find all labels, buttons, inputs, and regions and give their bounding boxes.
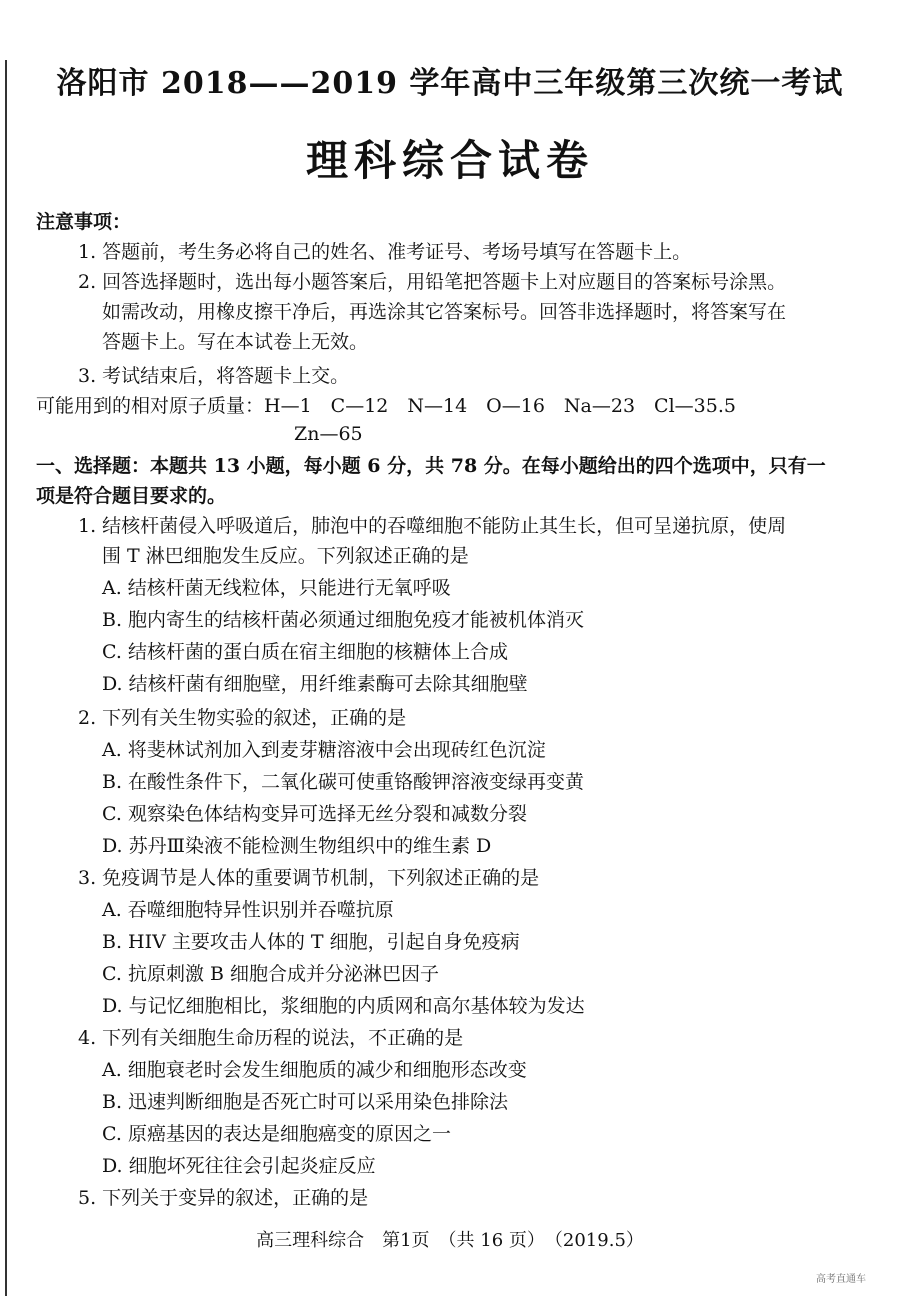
notice-item-2-line-2: 如需改动，用橡皮擦干净后，再选涂其它答案标号。回答非选择题时，将答案写在 <box>102 301 787 323</box>
question-1-option-d: D. 结核杆菌有细胞壁，用纤维素酶可去除其细胞壁 <box>102 673 528 695</box>
corner-watermark-text: 高考直通车 <box>816 1274 866 1285</box>
question-1-option-c: C. 结核杆菌的蛋白质在宿主细胞的核糖体上合成 <box>102 641 508 663</box>
question-2-option-a: A. 将斐林试剂加入到麦芽糖溶液中会出现砖红色沉淀 <box>102 739 546 761</box>
question-2-option-c: C. 观察染色体结构变异可选择无丝分裂和减数分裂 <box>102 803 527 825</box>
question-1-option-a: A. 结核杆菌无线粒体，只能进行无氧呼吸 <box>102 577 451 599</box>
question-3-option-a: A. 吞噬细胞特异性识别并吞噬抗原 <box>102 899 394 921</box>
question-3-option-c: C. 抗原刺激 B 细胞合成并分泌淋巴因子 <box>102 963 439 985</box>
question-4-option-b: B. 迅速判断细胞是否死亡时可以采用染色排除法 <box>102 1091 509 1113</box>
question-3-stem-line-1: 3. 免疫调节是人体的重要调节机制，下列叙述正确的是 <box>78 867 540 889</box>
question-4-option-a: A. 细胞衰老时会发生细胞质的减少和细胞形态改变 <box>102 1059 527 1081</box>
question-1-stem-line-1: 1. 结核杆菌侵入呼吸道后，肺泡中的吞噬细胞不能防止其生长，但可呈递抗原，使周 <box>78 515 787 537</box>
question-5-stem-line-1: 5. 下列关于变异的叙述，正确的是 <box>78 1187 369 1209</box>
notice-heading: 注意事项： <box>36 211 132 233</box>
notice-item-3: 3. 考试结束后，将答题卡上交。 <box>78 365 350 387</box>
question-2-option-b: B. 在酸性条件下，二氧化碳可使重铬酸钾溶液变绿再变黄 <box>102 771 585 793</box>
question-4-option-c: C. 原癌基因的表达是细胞癌变的原因之一 <box>102 1123 451 1145</box>
section-1-heading-line-2: 项是符合题目要求的。 <box>36 485 227 507</box>
section-1-heading-line-1: 一、选择题：本题共 13 小题，每小题 6 分，共 78 分。在每小题给出的四个选项中，只有一 <box>36 455 826 477</box>
question-3-option-d: D. 与记忆细胞相比，浆细胞的内质网和高尔基体较为发达 <box>102 995 585 1017</box>
question-1-stem-line-2: 围 T 淋巴细胞发生反应。下列叙述正确的是 <box>102 545 469 567</box>
question-3-option-b: B. HIV 主要攻击人体的 T 细胞，引起自身免疫病 <box>102 931 520 953</box>
notice-item-2-line-3: 答题卡上。写在本试卷上无效。 <box>102 331 369 353</box>
question-4-stem-line-1: 4. 下列有关细胞生命历程的说法，不正确的是 <box>78 1027 464 1049</box>
notice-item-1: 1. 答题前，考生务必将自己的姓名、准考证号、考场号填写在答题卡上。 <box>78 241 692 263</box>
binding-margin-line <box>5 60 7 1296</box>
question-2-option-d: D. 苏丹Ⅲ染液不能检测生物组织中的维生素 D <box>102 835 492 857</box>
notice-item-2-line-1: 2. 回答选择题时，选出每小题答案后，用铅笔把答题卡上对应题目的答案标号涂黑。 <box>78 271 787 293</box>
question-1-option-b: B. 胞内寄生的结核杆菌必须通过细胞免疫才能被机体消灭 <box>102 609 585 631</box>
question-2-stem-line-1: 2. 下列有关生物实验的叙述，正确的是 <box>78 707 407 729</box>
question-4-option-d: D. 细胞坏死往往会引起炎症反应 <box>102 1155 376 1177</box>
atomic-masses-line-2: Zn—65 <box>294 423 363 445</box>
page-footer: 高三理科综合 第1页 （共 16 页） （2019.5） <box>256 1230 644 1251</box>
exam-subject-title: 理科综合试卷 <box>305 136 594 185</box>
exam-header-title: 洛阳市 2018——2019 学年高中三年级第三次统一考试 <box>56 66 844 101</box>
atomic-masses-line-1: 可能用到的相对原子质量：H—1 C—12 N—14 O—16 Na—23 Cl—35.5 <box>36 395 736 417</box>
